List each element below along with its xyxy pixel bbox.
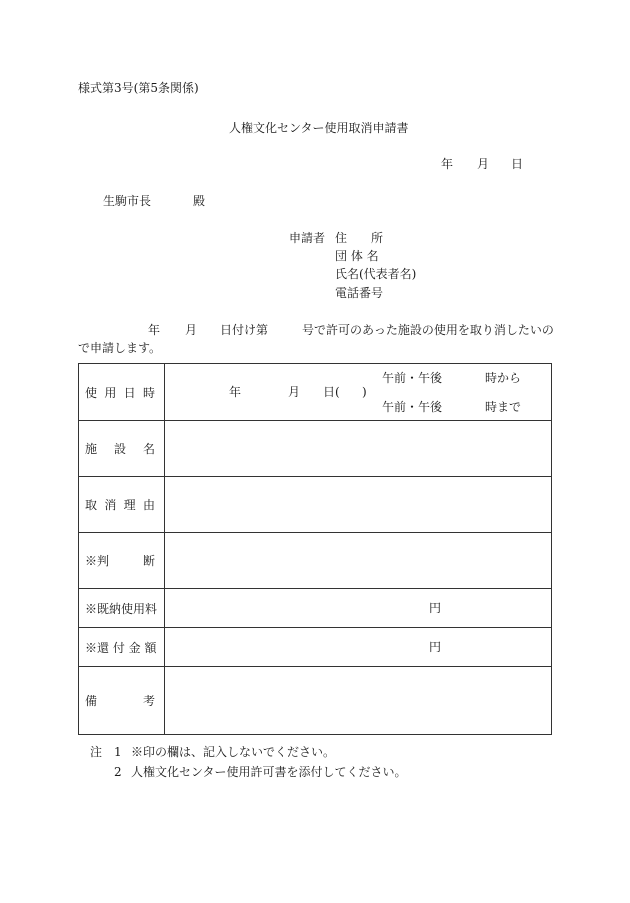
time-from-label: 時から bbox=[485, 371, 522, 385]
remarks-label: 備 考 bbox=[79, 667, 165, 735]
paid-fee-label: ※既納使用料 bbox=[79, 589, 165, 628]
statement-year: 年 bbox=[148, 323, 161, 337]
usage-datetime-value[interactable] bbox=[165, 364, 552, 421]
note-1-number: 1 bbox=[114, 745, 122, 759]
usage-day-label: 日( bbox=[323, 385, 340, 399]
row-cancel-reason bbox=[79, 477, 552, 533]
time-until-label: 時まで bbox=[485, 400, 522, 414]
note-1-text: ※印の欄は、記入しないでください。 bbox=[131, 745, 336, 759]
statement-dated-no: 日付け第 bbox=[220, 323, 269, 337]
representative-name-label: 氏名(代表者名) bbox=[335, 267, 417, 281]
date-year-label: 年 bbox=[441, 157, 454, 171]
facility-name-value[interactable] bbox=[165, 421, 552, 477]
form-number: 様式第3号(第5条関係) bbox=[78, 81, 199, 95]
cancel-reason-label: 取 消 理 由 bbox=[79, 477, 165, 533]
organization-label: 団 体 名 bbox=[335, 249, 379, 263]
application-table bbox=[78, 363, 552, 735]
date-month-label: 月 bbox=[477, 157, 490, 171]
applicant-label: 申請者 bbox=[289, 231, 326, 245]
phone-number-label: 電話番号 bbox=[335, 286, 384, 300]
judgment-value bbox=[165, 533, 552, 589]
paid-fee-value bbox=[165, 589, 552, 628]
facility-name-label: 施 設 名 bbox=[79, 421, 165, 477]
remarks-value[interactable] bbox=[165, 667, 552, 735]
usage-datetime-label: 使 用 日 時 bbox=[79, 364, 165, 421]
ampm-from-label: 午前・午後 bbox=[382, 371, 443, 385]
address-label: 住 所 bbox=[335, 231, 384, 245]
statement-line1: 号で許可のあった施設の使用を取り消したいの bbox=[302, 323, 554, 337]
row-usage-datetime bbox=[79, 364, 552, 421]
row-facility-name bbox=[79, 421, 552, 477]
usage-year-label: 年 bbox=[229, 385, 242, 399]
judgment-label: ※判 断 bbox=[79, 533, 165, 589]
page-title: 人権文化センター使用取消申請書 bbox=[229, 121, 409, 135]
notes-prefix: 注 bbox=[90, 745, 103, 759]
note-2-text: 人権文化センター使用許可書を添付してください。 bbox=[131, 765, 407, 779]
statement-line2: で申請します。 bbox=[78, 341, 162, 355]
refund-amount-unit: 円 bbox=[429, 640, 442, 654]
usage-month-label: 月 bbox=[288, 385, 301, 399]
row-judgment bbox=[79, 533, 552, 589]
paid-fee-unit: 円 bbox=[429, 601, 442, 615]
cancel-reason-value[interactable] bbox=[165, 477, 552, 533]
addressee-honorific: 殿 bbox=[193, 194, 206, 208]
addressee-name: 生駒市長 bbox=[103, 194, 152, 208]
row-paid-fee bbox=[79, 589, 552, 628]
ampm-until-label: 午前・午後 bbox=[382, 400, 443, 414]
statement-month: 月 bbox=[185, 323, 198, 337]
row-refund-amount bbox=[79, 628, 552, 667]
note-2-number: 2 bbox=[114, 765, 122, 779]
refund-amount-label: ※還 付 金 額 bbox=[79, 628, 165, 667]
date-day-label: 日 bbox=[511, 157, 524, 171]
row-remarks bbox=[79, 667, 552, 735]
refund-amount-value bbox=[165, 628, 552, 667]
usage-paren-close: ) bbox=[362, 385, 367, 399]
